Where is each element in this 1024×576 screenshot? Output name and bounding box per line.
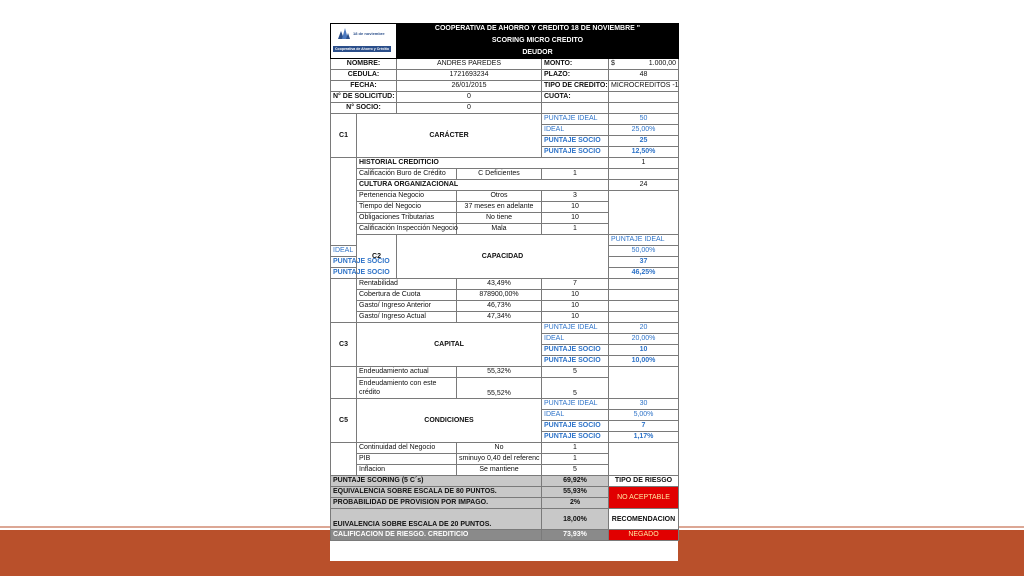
c5-puntaje-socio-label: PUNTAJE SOCIO	[542, 421, 609, 432]
empty-cell	[609, 191, 679, 235]
logo	[331, 24, 397, 59]
table-row-label: Calificación Inspección Negocio	[357, 224, 457, 235]
recomendacion-label: RECOMENDACION	[609, 509, 679, 530]
empty-cell	[609, 103, 679, 114]
table-row-score: 10	[542, 301, 609, 312]
calificacion-value: 73,93%	[542, 530, 609, 541]
provision-label: PROBABILIDAD DE PROVISION POR IMPAGO.	[331, 498, 542, 509]
cedula-label: CEDULA:	[331, 70, 397, 81]
historial-label: HISTORIAL CREDITICIO	[357, 158, 609, 169]
table-row-value: 47,34%	[457, 312, 542, 323]
c1-name: CARÁCTER	[357, 114, 542, 158]
recomendacion-badge: NEGADO	[609, 530, 679, 541]
c1-socio-pct-label: PUNTAJE SOCIO	[542, 147, 609, 158]
buro-value: C Deficientes	[457, 169, 542, 180]
c1-puntaje-ideal: 50	[609, 114, 679, 125]
socio-value: 0	[397, 103, 542, 114]
c1-code: C1	[331, 114, 357, 158]
table-row-score: 5	[542, 465, 609, 476]
empty-cell	[609, 301, 679, 312]
c1-ideal: 25,00%	[609, 125, 679, 136]
tipo-riesgo-badge: NO ACEPTABLE	[609, 487, 679, 509]
equivalencia-20-label: EUIVALENCIA SOBRE ESCALA DE 20 PUNTOS.	[331, 509, 542, 530]
fecha-label: FECHA:	[331, 81, 397, 92]
table-row-value: 43,49%	[457, 279, 542, 290]
monto-currency: $	[611, 60, 615, 67]
scoring-sheet	[330, 23, 678, 561]
table-row-value: Otros	[457, 191, 542, 202]
table-row-label: Inflacion	[357, 465, 457, 476]
provision-value: 2%	[542, 498, 609, 509]
table-row-score: 1	[542, 454, 609, 465]
scoring-table	[330, 23, 679, 541]
table-row-label: Endeudamiento actual	[357, 367, 457, 378]
plazo-label: PLAZO:	[542, 70, 609, 81]
c3-puntaje-socio: 10	[609, 345, 679, 356]
historial-score: 1	[609, 158, 679, 169]
c5-name: CONDICIONES	[357, 399, 542, 443]
tipo-credito-value: MICROCREDITOS -1	[609, 81, 679, 92]
table-row-value: 878900,00%	[457, 290, 542, 301]
empty-cell	[609, 290, 679, 301]
table-row-score: 10	[542, 312, 609, 323]
c2-ideal: 50,00%	[609, 246, 679, 257]
c2-puntaje-socio-label: PUNTAJE SOCIO	[331, 257, 357, 268]
plazo-value: 48	[609, 70, 679, 81]
logo-band: Cooperativa de Ahorro y Crédito	[333, 46, 391, 52]
table-row-label: PIB	[357, 454, 457, 465]
table-row-label: Pertenencia Negocio	[357, 191, 457, 202]
c1-spacer	[331, 158, 357, 246]
page-subtitle: SCORING MICRO CREDITO	[397, 35, 679, 47]
empty-cell	[542, 103, 609, 114]
solicitud-value: 0	[397, 92, 542, 103]
equivalencia-80-label: EQUIVALENCIA SOBRE ESCALA DE 80 PUNTOS.	[331, 487, 542, 498]
monto-label: MONTO:	[542, 59, 609, 70]
calificacion-label: CALIFICACION DE RIESGO. CREDITICIO	[331, 530, 542, 541]
cuota-label: CUOTA:	[542, 92, 609, 103]
logo-text: 18 de noviembre	[353, 31, 385, 36]
c1-puntaje-socio: 25	[609, 136, 679, 147]
c2-puntaje-socio: 37	[609, 257, 679, 268]
table-row-label: Cobertura de Cuota	[357, 290, 457, 301]
cedula-value: 1721693234	[397, 70, 542, 81]
table-row-value: sminuyo 0,40 del referenc	[457, 454, 542, 465]
monto-amount: 1.000,00	[648, 60, 676, 67]
table-row-label: Gasto/ Ingreso Anterior	[357, 301, 457, 312]
empty-cell	[609, 312, 679, 323]
c3-socio-pct: 10,00%	[609, 356, 679, 367]
table-row-value: No tiene	[457, 213, 542, 224]
c5-socio-pct-label: PUNTAJE SOCIO	[542, 432, 609, 443]
c1-ideal-label: IDEAL	[542, 125, 609, 136]
c2-code: C2	[357, 235, 397, 279]
nombre-label: NOMBRE:	[331, 59, 397, 70]
socio-label: N° SOCIO:	[331, 103, 397, 114]
c5-code: C5	[331, 399, 357, 443]
c3-puntaje-ideal: 20	[609, 323, 679, 334]
table-row-value: Se mantiene	[457, 465, 542, 476]
empty-cell	[609, 443, 679, 476]
c2-spacer	[331, 279, 357, 323]
table-row-score: 10	[542, 290, 609, 301]
table-row-score: 3	[542, 191, 609, 202]
equivalencia-80-value: 55,93%	[542, 487, 609, 498]
table-row-value: 55,32%	[457, 367, 542, 378]
c5-puntaje-ideal-label: PUNTAJE IDEAL	[542, 399, 609, 410]
buro-score: 1	[542, 169, 609, 180]
table-row-value: 46,73%	[457, 301, 542, 312]
cuota-value	[609, 92, 679, 103]
c2-ideal-label: IDEAL	[331, 246, 357, 257]
table-row-label: Rentabilidad	[357, 279, 457, 290]
c2-name: CAPACIDAD	[397, 235, 609, 279]
empty-cell	[609, 367, 679, 399]
c3-name: CAPITAL	[357, 323, 542, 367]
table-row-score: 10	[542, 202, 609, 213]
table-row-score: 1	[542, 224, 609, 235]
c3-ideal-label: IDEAL	[542, 334, 609, 345]
buro-label: Calificación Buro de Crédito	[357, 169, 457, 180]
tipo-riesgo-label: TIPO DE RIESGO	[609, 476, 679, 487]
tipo-credito-label: TIPO DE CREDITO:	[542, 81, 609, 92]
equivalencia-20-value: 18,00%	[542, 509, 609, 530]
table-row-label: Gasto/ Ingreso Actual	[357, 312, 457, 323]
empty-cell	[609, 279, 679, 290]
table-row-label: Continuidad del Negocio	[357, 443, 457, 454]
table-row-label: Obligaciones Tributarias	[357, 213, 457, 224]
c3-socio-pct-label: PUNTAJE SOCIO	[542, 356, 609, 367]
page-title: COOPERATIVA DE AHORRO Y CREDITO 18 DE NOVIEMBRE "	[397, 24, 679, 36]
c5-socio-pct: 1,17%	[609, 432, 679, 443]
cooperative-logo-icon	[337, 27, 351, 39]
puntaje-scoring-label: PUNTAJE SCORING (5 C´s)	[331, 476, 542, 487]
table-row-label: Tiempo del Negocio	[357, 202, 457, 213]
section-title: DEUDOR	[397, 47, 679, 59]
c5-spacer	[331, 443, 357, 476]
monto-value	[609, 59, 679, 70]
c2-socio-pct-label: PUNTAJE SOCIO	[331, 268, 357, 279]
table-row-score: 5	[542, 367, 609, 378]
cultura-label: CULTURA ORGANIZACIONAL	[357, 180, 609, 191]
table-row-score: 10	[542, 213, 609, 224]
c3-spacer	[331, 367, 357, 399]
table-row-label	[357, 378, 457, 399]
c3-ideal: 20,00%	[609, 334, 679, 345]
puntaje-scoring-value: 69,92%	[542, 476, 609, 487]
fecha-value: 26/01/2015	[397, 81, 542, 92]
c5-ideal-label: IDEAL	[542, 410, 609, 421]
solicitud-label: N° DE SOLICITUD:	[331, 92, 397, 103]
nombre-value: ANDRES PAREDES	[397, 59, 542, 70]
table-row-score: 1	[542, 443, 609, 454]
c3-puntaje-ideal-label: PUNTAJE IDEAL	[542, 323, 609, 334]
c2-socio-pct: 46,25%	[609, 268, 679, 279]
table-row-value: Mala	[457, 224, 542, 235]
cultura-score: 24	[609, 180, 679, 191]
table-row-value: No	[457, 443, 542, 454]
c3-code: C3	[331, 323, 357, 367]
c3-puntaje-socio-label: PUNTAJE SOCIO	[542, 345, 609, 356]
row-label-line: Endeudamiento con este	[359, 380, 437, 387]
row-label-line: crédito	[359, 389, 381, 396]
table-row-score: 7	[542, 279, 609, 290]
c1-socio-pct: 12,50%	[609, 147, 679, 158]
c5-ideal: 5,00%	[609, 410, 679, 421]
c1-puntaje-socio-label: PUNTAJE SOCIO	[542, 136, 609, 147]
table-row-value: 55,52%	[457, 378, 542, 399]
c2-puntaje-ideal-label: PUNTAJE IDEAL	[609, 235, 679, 246]
table-row-score: 5	[542, 378, 609, 399]
c1-puntaje-ideal-label: PUNTAJE IDEAL	[542, 114, 609, 125]
empty-cell	[609, 169, 679, 180]
c5-puntaje-ideal: 30	[609, 399, 679, 410]
table-row-value: 37 meses en adelante	[457, 202, 542, 213]
c5-puntaje-socio: 7	[609, 421, 679, 432]
